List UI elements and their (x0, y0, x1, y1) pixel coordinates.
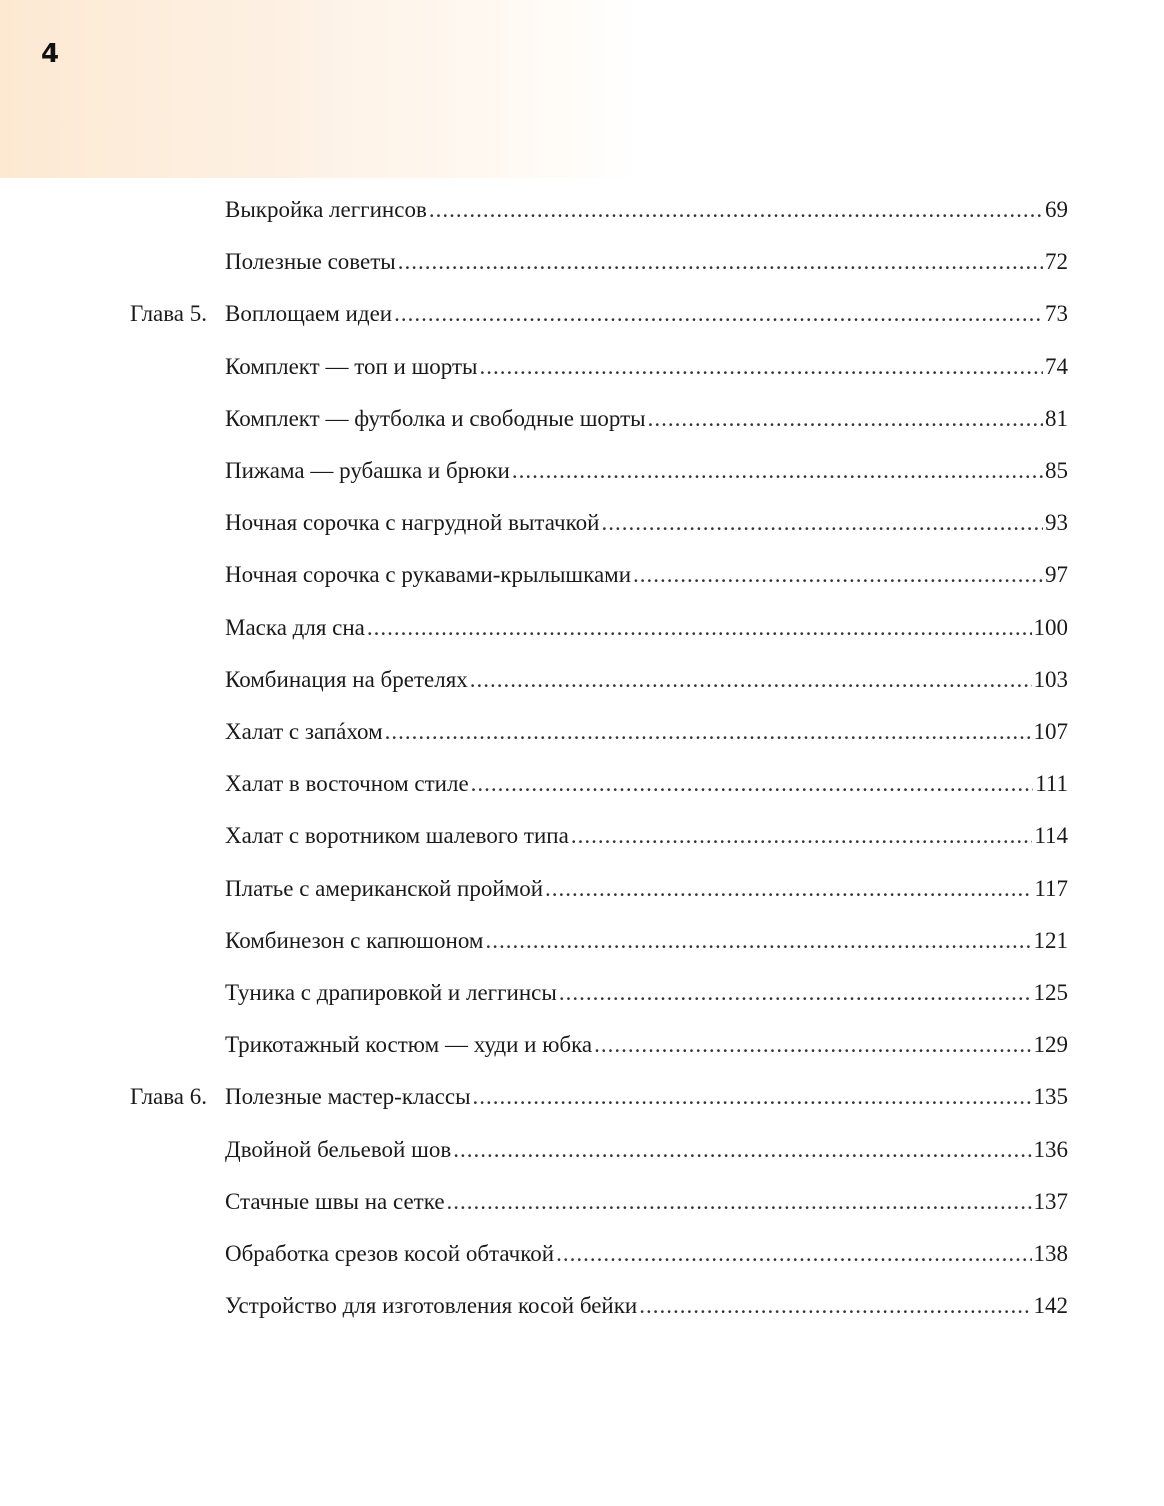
toc-entry (225, 294, 1068, 334)
toc-dot-leader (639, 1286, 1031, 1326)
toc-entry (225, 608, 1068, 648)
toc-dot-leader (571, 816, 1033, 856)
toc-entry-page: 100 (1033, 614, 1068, 640)
toc-entry-page: 137 (1033, 1188, 1068, 1214)
toc-entry-page: 117 (1034, 875, 1068, 901)
toc-entry-title: Халат в восточном стиле (225, 771, 469, 797)
toc-entry (225, 1130, 1068, 1170)
toc-entry-title: Комбинезон с капюшоном (225, 927, 484, 953)
toc-entry-page: 129 (1033, 1032, 1068, 1058)
toc-entry (225, 242, 1068, 282)
toc-dot-leader (594, 1025, 1031, 1065)
toc-entry-title: Халат с запáхом (225, 719, 383, 744)
toc-entry (225, 869, 1068, 909)
toc-entry (225, 816, 1068, 856)
toc-entry-row[interactable] (0, 973, 1164, 1013)
toc-entry-page: 125 (1033, 980, 1068, 1005)
toc-entry-title: Трикотажный костюм — худи и юбка (225, 1032, 593, 1058)
toc-entry-title: Ночная сорочка с рукавами-крылышками (225, 562, 632, 588)
toc-entry-row[interactable] (0, 190, 1164, 230)
toc-dot-leader (512, 451, 1043, 491)
toc-entry-title: Полезные мастер-классы (225, 1084, 471, 1110)
toc-entry (225, 712, 1068, 752)
toc-entry (225, 1182, 1068, 1222)
toc-dot-leader (480, 347, 1043, 387)
toc-dot-leader (545, 869, 1032, 909)
toc-entry (225, 190, 1068, 230)
toc-entry-row[interactable] (0, 660, 1164, 700)
toc-dot-leader (398, 242, 1043, 282)
toc-dot-leader (601, 503, 1043, 543)
toc-entry (225, 1234, 1068, 1274)
toc-entry-title: Двойной бельевой шов (225, 1136, 452, 1162)
toc-entry-row[interactable] (0, 921, 1164, 961)
toc-entry (225, 503, 1068, 543)
toc-entry-page: 107 (1033, 719, 1068, 744)
toc-entry-row[interactable] (0, 347, 1164, 387)
toc-entry-row[interactable] (0, 1025, 1164, 1065)
toc-chapter-label: Глава 5. (130, 301, 208, 327)
toc-entry-page: 111 (1035, 771, 1068, 797)
toc-entry-title: Маска для сна (225, 614, 365, 640)
toc-entry (225, 921, 1068, 961)
toc-entry-row[interactable] (0, 555, 1164, 595)
toc-chapter-label: Глава 6. (130, 1084, 208, 1110)
toc-entry-page: 85 (1045, 458, 1068, 483)
toc-entry-title: Халат с воротником шалевого типа (225, 823, 569, 849)
toc-entry (225, 660, 1068, 700)
toc-entry-title: Комбинация на бретелях (225, 666, 468, 692)
toc-entry-title: Комплект — футболка и свободные шорты (225, 405, 646, 431)
toc-entry-row[interactable] (0, 399, 1164, 439)
toc-entry-title: Пижама — рубашка и брюки (225, 458, 510, 483)
toc-dot-leader (633, 555, 1043, 595)
toc-entry-page: 142 (1033, 1293, 1068, 1319)
toc-dot-leader (471, 764, 1034, 804)
toc-entry (225, 1025, 1068, 1065)
toc-entry-row[interactable] (0, 816, 1164, 856)
toc-entry-row[interactable] (0, 1182, 1164, 1222)
toc-entry-title: Обработка срезов косой обтачкой (225, 1241, 555, 1266)
toc-dot-leader (453, 1130, 1031, 1170)
toc-chapter-row[interactable] (0, 1077, 1164, 1117)
toc-dot-leader (429, 190, 1043, 230)
toc-dot-leader (556, 1234, 1031, 1274)
toc-entry-page: 135 (1033, 1084, 1068, 1110)
toc-dot-leader (367, 608, 1032, 648)
toc-entry (225, 347, 1068, 387)
toc-entry-row[interactable] (0, 503, 1164, 543)
toc-entry-row[interactable] (0, 1286, 1164, 1326)
toc-entry-row[interactable] (0, 608, 1164, 648)
toc-entry-row[interactable] (0, 764, 1164, 804)
toc-entry (225, 451, 1068, 491)
toc-entry (225, 1286, 1068, 1326)
toc-entry-title: Туника с драпировкой и леггинсы (225, 980, 557, 1005)
toc-chapter-row[interactable] (0, 294, 1164, 334)
toc-entry-page: 136 (1033, 1136, 1068, 1162)
toc-entry (225, 1077, 1068, 1117)
toc-entry-title: Комплект — топ и шорты (225, 353, 478, 379)
toc-entry (225, 399, 1068, 439)
toc-entry-page: 103 (1033, 666, 1068, 692)
toc-dot-leader (394, 294, 1043, 334)
toc-entry-title: Устройство для изготовления косой бейки (225, 1293, 638, 1319)
toc-entry (225, 973, 1068, 1013)
toc-entry-row[interactable] (0, 712, 1164, 752)
toc-entry-page: 138 (1033, 1241, 1068, 1266)
toc-entry-title: Воплощаем идеи (225, 301, 393, 327)
toc-entry-page: 69 (1045, 197, 1068, 222)
toc-entry-page: 114 (1034, 823, 1068, 849)
toc-entry-row[interactable] (0, 1130, 1164, 1170)
toc-dot-leader (559, 973, 1032, 1013)
toc-entry-page: 121 (1033, 927, 1068, 953)
header-band (0, 0, 1164, 178)
toc-entry-page: 74 (1045, 353, 1068, 379)
toc-dot-leader (485, 921, 1031, 961)
toc-dot-leader (648, 399, 1043, 439)
toc-dot-leader (447, 1182, 1032, 1222)
toc-entry-page: 73 (1045, 301, 1068, 327)
toc-dot-leader (473, 1077, 1032, 1117)
toc-entry-row[interactable] (0, 869, 1164, 909)
toc-entry (225, 555, 1068, 595)
page-number: 4 (41, 39, 60, 69)
toc-entry (225, 764, 1068, 804)
toc-entry-row[interactable] (0, 1234, 1164, 1274)
toc-entry-title: Выкройка леггинсов (225, 197, 427, 222)
toc-entry-title: Стачные швы на сетке (225, 1188, 445, 1214)
toc-entry-page: 72 (1045, 249, 1068, 275)
toc-entry-title: Платье с американской проймой (225, 875, 544, 901)
toc-entry-title: Ночная сорочка с нагрудной вытачкой (225, 510, 600, 536)
toc-entry-page: 93 (1045, 510, 1068, 536)
toc-entry-row[interactable] (0, 451, 1164, 491)
toc-entry-row[interactable] (0, 242, 1164, 282)
toc-entry-title: Полезные советы (225, 249, 396, 275)
toc-dot-leader (470, 660, 1032, 700)
toc-entry-page: 81 (1045, 405, 1068, 431)
toc-dot-leader (385, 712, 1032, 752)
toc-entry-page: 97 (1045, 562, 1068, 588)
